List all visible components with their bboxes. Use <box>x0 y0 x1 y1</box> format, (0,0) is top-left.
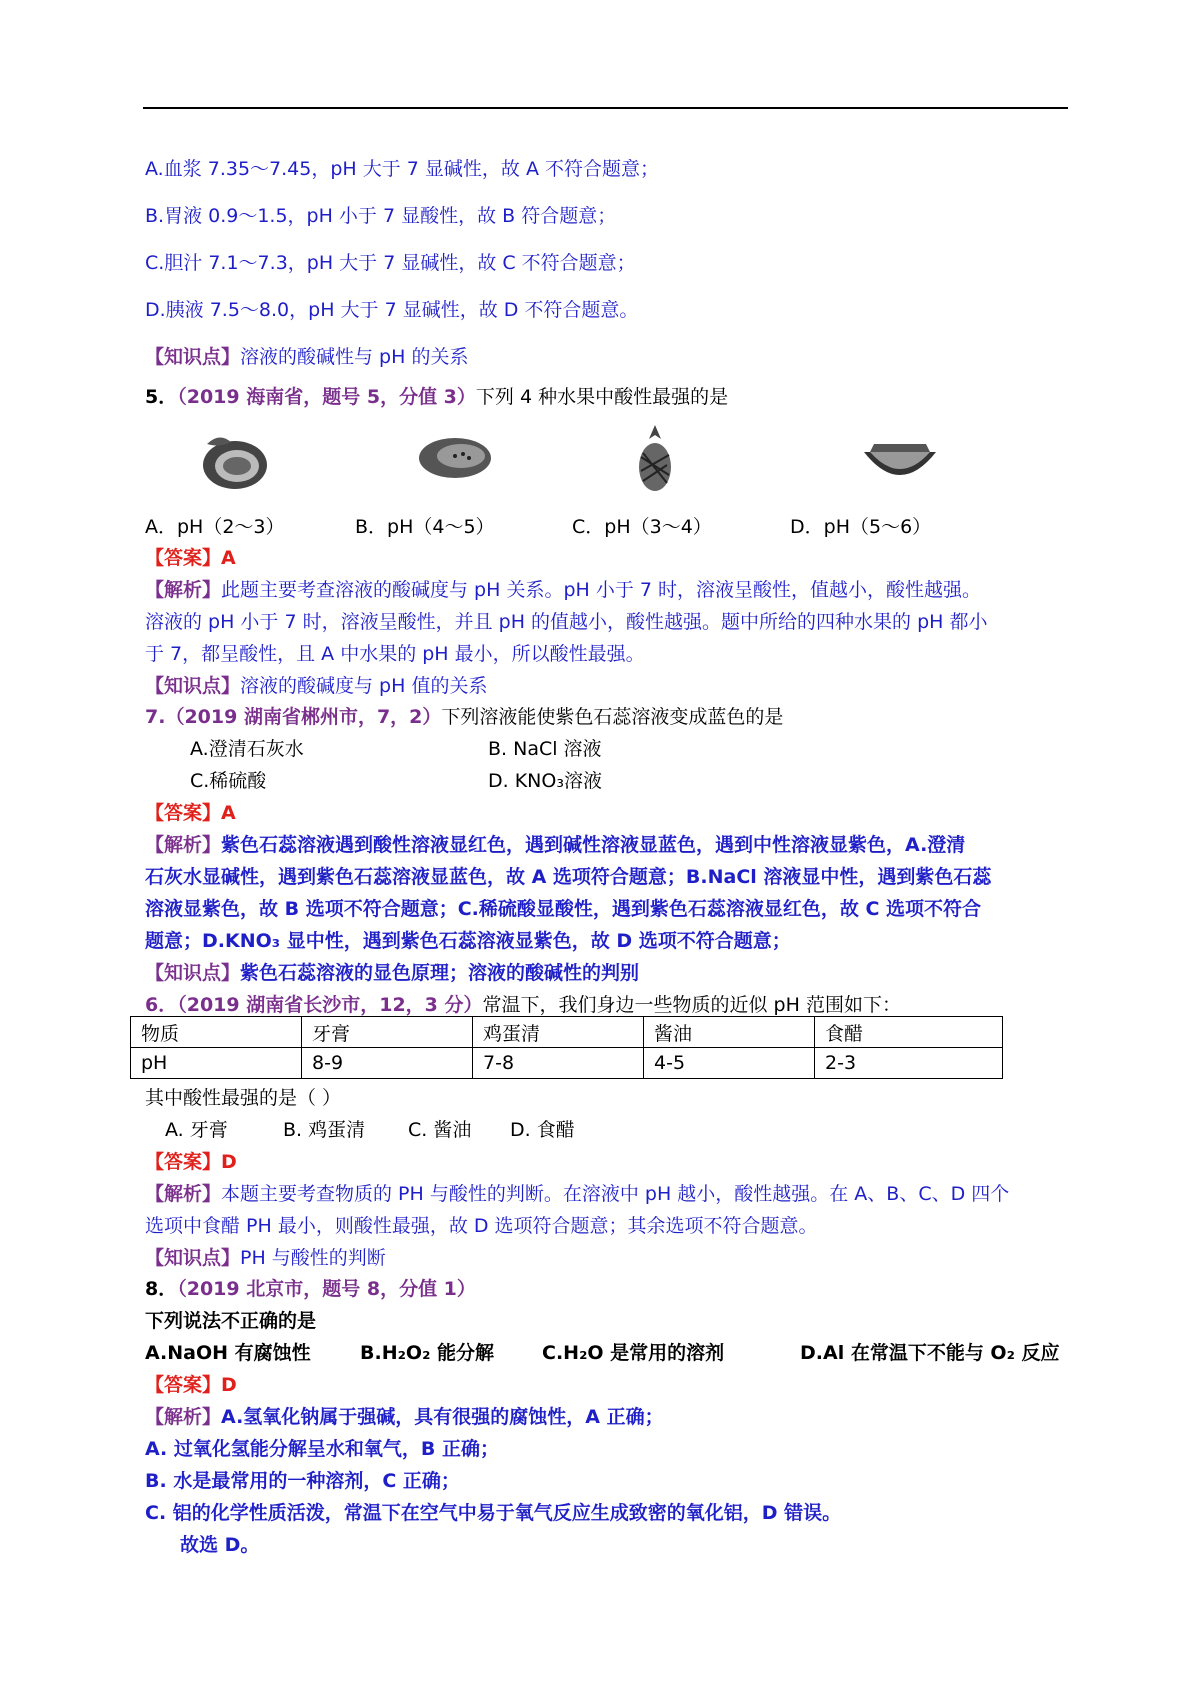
table-cell: 物质 <box>131 1017 302 1048</box>
ph-table <box>130 1016 1003 1079</box>
explanation-line-a: A.血浆 7.35～7.45，pH 大于 7 显碱性，故 A 不符合题意； <box>145 158 659 180</box>
q8-source: （2019 北京市，题号 8，分值 1） <box>177 1278 476 1300</box>
q8-analysis-4: C. 铝的化学性质活泼，常温下在空气中易于氧气反应生成致密的氧化铝，D 错误。 <box>145 1502 842 1524</box>
q7-number: 7. <box>145 706 166 728</box>
q5-answer: 【答案】A <box>145 547 236 569</box>
q6-source: （2019 湖南省长沙市，12，3 分） <box>177 994 483 1016</box>
q5-stem <box>145 385 728 409</box>
q8-stem <box>145 1277 476 1301</box>
q5-option-a: A．pH（2～3） <box>145 516 285 538</box>
q6-option-d: D. 食醋 <box>510 1119 575 1141</box>
table-row <box>131 1048 1003 1079</box>
q7-option-a: A.澄清石灰水 <box>190 738 304 760</box>
q4-knowledge-point <box>145 345 468 369</box>
table-cell: 4-5 <box>644 1048 815 1079</box>
kp-text: 溶液的酸碱性与 pH 的关系 <box>240 346 469 368</box>
q7-analysis-1: 【解析】紫色石蕊溶液遇到酸性溶液显红色，遇到碱性溶液显蓝色，遇到中性溶液显紫色，A.澄清 <box>145 834 966 856</box>
q6-subquestion: 其中酸性最强的是（ ） <box>145 1087 342 1109</box>
q8-number: 8． <box>145 1278 178 1300</box>
q5-question: 下列 4 种水果中酸性最强的是 <box>475 386 729 408</box>
pineapple-icon <box>635 425 675 495</box>
table-cell: 7-8 <box>473 1048 644 1079</box>
q7-option-d: D. KNO₃溶液 <box>488 770 602 792</box>
q6-knowledge-point: 【知识点】PH 与酸性的判断 <box>145 1247 386 1269</box>
table-cell: 酱油 <box>644 1017 815 1048</box>
q8-answer: 【答案】D <box>145 1374 237 1396</box>
q6-question: 常温下，我们身边一些物质的近似 pH 范围如下： <box>482 994 901 1016</box>
q8-conclusion: 故选 D。 <box>180 1534 260 1556</box>
q5-analysis-3: 于 7，都呈酸性，且 A 中水果的 pH 最小，所以酸性最强。 <box>145 643 645 665</box>
q5-knowledge-point: 【知识点】溶液的酸碱度与 pH 值的关系 <box>145 675 488 697</box>
q7-stem <box>145 705 783 729</box>
table-cell: pH <box>131 1048 302 1079</box>
explanation-line-b: B.胃液 0.9～1.5，pH 小于 7 显酸性，故 B 符合题意； <box>145 205 617 227</box>
explanation-line-d: D.胰液 7.5～8.0，pH 大于 7 显碱性，故 D 不符合题意。 <box>145 299 639 321</box>
q7-analysis-4: 题意；D.KNO₃ 显中性，遇到紫色石蕊溶液显紫色，故 D 选项不符合题意； <box>145 930 791 952</box>
q5-option-d: D．pH（5～6） <box>790 516 932 538</box>
q7-analysis-3: 溶液显紫色，故 B 选项不符合题意；C.稀硫酸显酸性，遇到紫色石蕊溶液显红色，故 C 选项不符合 <box>145 898 982 920</box>
explanation-line-c: C.胆汁 7.1～7.3，pH 大于 7 显碱性，故 C 不符合题意； <box>145 252 636 274</box>
q5-analysis-1: 【解析】此题主要考查溶液的酸碱度与 pH 关系。pH 小于 7 时，溶液呈酸性，值越小，酸性越强。 <box>145 579 981 601</box>
table-cell: 食醋 <box>815 1017 1003 1048</box>
table-cell: 2-3 <box>815 1048 1003 1079</box>
q7-analysis-2: 石灰水显碱性，遇到紫色石蕊溶液显蓝色，故 A 选项符合题意；B.NaCl 溶液显中性，遇到紫色石蕊 <box>145 866 992 888</box>
q6-option-c: C. 酱油 <box>408 1119 472 1141</box>
q6-stem <box>145 993 901 1017</box>
q8-analysis-2: A. 过氧化氢能分解呈水和氧气，B 正确； <box>145 1438 499 1460</box>
q6-answer: 【答案】D <box>145 1151 237 1173</box>
table-header-row <box>131 1017 1003 1048</box>
q5-analysis-2: 溶液的 pH 小于 7 时，溶液呈酸性，并且 pH 的值越小，酸性越强。题中所给的四种水果的 pH 都小 <box>145 611 988 633</box>
watermelon-icon <box>860 438 940 488</box>
q6-option-a: A. 牙膏 <box>165 1119 228 1141</box>
q8-option-b: B.H₂O₂ 能分解 <box>360 1342 495 1364</box>
q7-answer: 【答案】A <box>145 802 236 824</box>
q5-number: 5． <box>145 386 178 408</box>
q6-analysis-2: 选项中食醋 PH 最小，则酸性最强，故 D 选项符合题意；其余选项不符合题意。 <box>145 1215 818 1237</box>
q8-option-a: A.NaOH 有腐蚀性 <box>145 1342 311 1364</box>
q7-knowledge-point: 【知识点】紫色石蕊溶液的显色原理；溶液的酸碱性的判别 <box>145 962 640 984</box>
q5-source: （2019 海南省，题号 5，分值 3） <box>177 386 476 408</box>
table-cell: 鸡蛋清 <box>473 1017 644 1048</box>
table-cell: 8-9 <box>302 1048 473 1079</box>
papaya-icon <box>415 430 495 486</box>
q8-question: 下列说法不正确的是 <box>145 1310 317 1332</box>
table-cell: 牙膏 <box>302 1017 473 1048</box>
q6-option-b: B. 鸡蛋清 <box>283 1119 366 1141</box>
passion-fruit-icon <box>197 430 272 492</box>
q7-option-c: C.稀硫酸 <box>190 770 267 792</box>
q7-question: 下列溶液能使紫色石蕊溶液变成蓝色的是 <box>441 706 784 728</box>
q6-number: 6． <box>145 994 178 1016</box>
header-rule <box>143 107 1068 109</box>
q6-analysis-1: 【解析】本题主要考查物质的 PH 与酸性的判断。在溶液中 pH 越小，酸性越强。在 A、B、C、D 四个 <box>145 1183 1010 1205</box>
q7-source: （2019 湖南省郴州市，7，2） <box>165 706 442 728</box>
q8-option-d: D.Al 在常温下不能与 O₂ 反应 <box>800 1342 1060 1364</box>
q8-option-c: C.H₂O 是常用的溶剂 <box>542 1342 725 1364</box>
q5-option-c: C．pH（3～4） <box>572 516 712 538</box>
kp-label: 【知识点】 <box>145 346 241 368</box>
q5-option-b: B．pH（4～5） <box>355 516 495 538</box>
q8-analysis-3: B. 水是最常用的一种溶剂，C 正确； <box>145 1470 460 1492</box>
q7-option-b: B. NaCl 溶液 <box>488 738 602 760</box>
q8-analysis-1: 【解析】A.氢氧化钠属于强碱，具有很强的腐蚀性，A 正确； <box>145 1406 664 1428</box>
